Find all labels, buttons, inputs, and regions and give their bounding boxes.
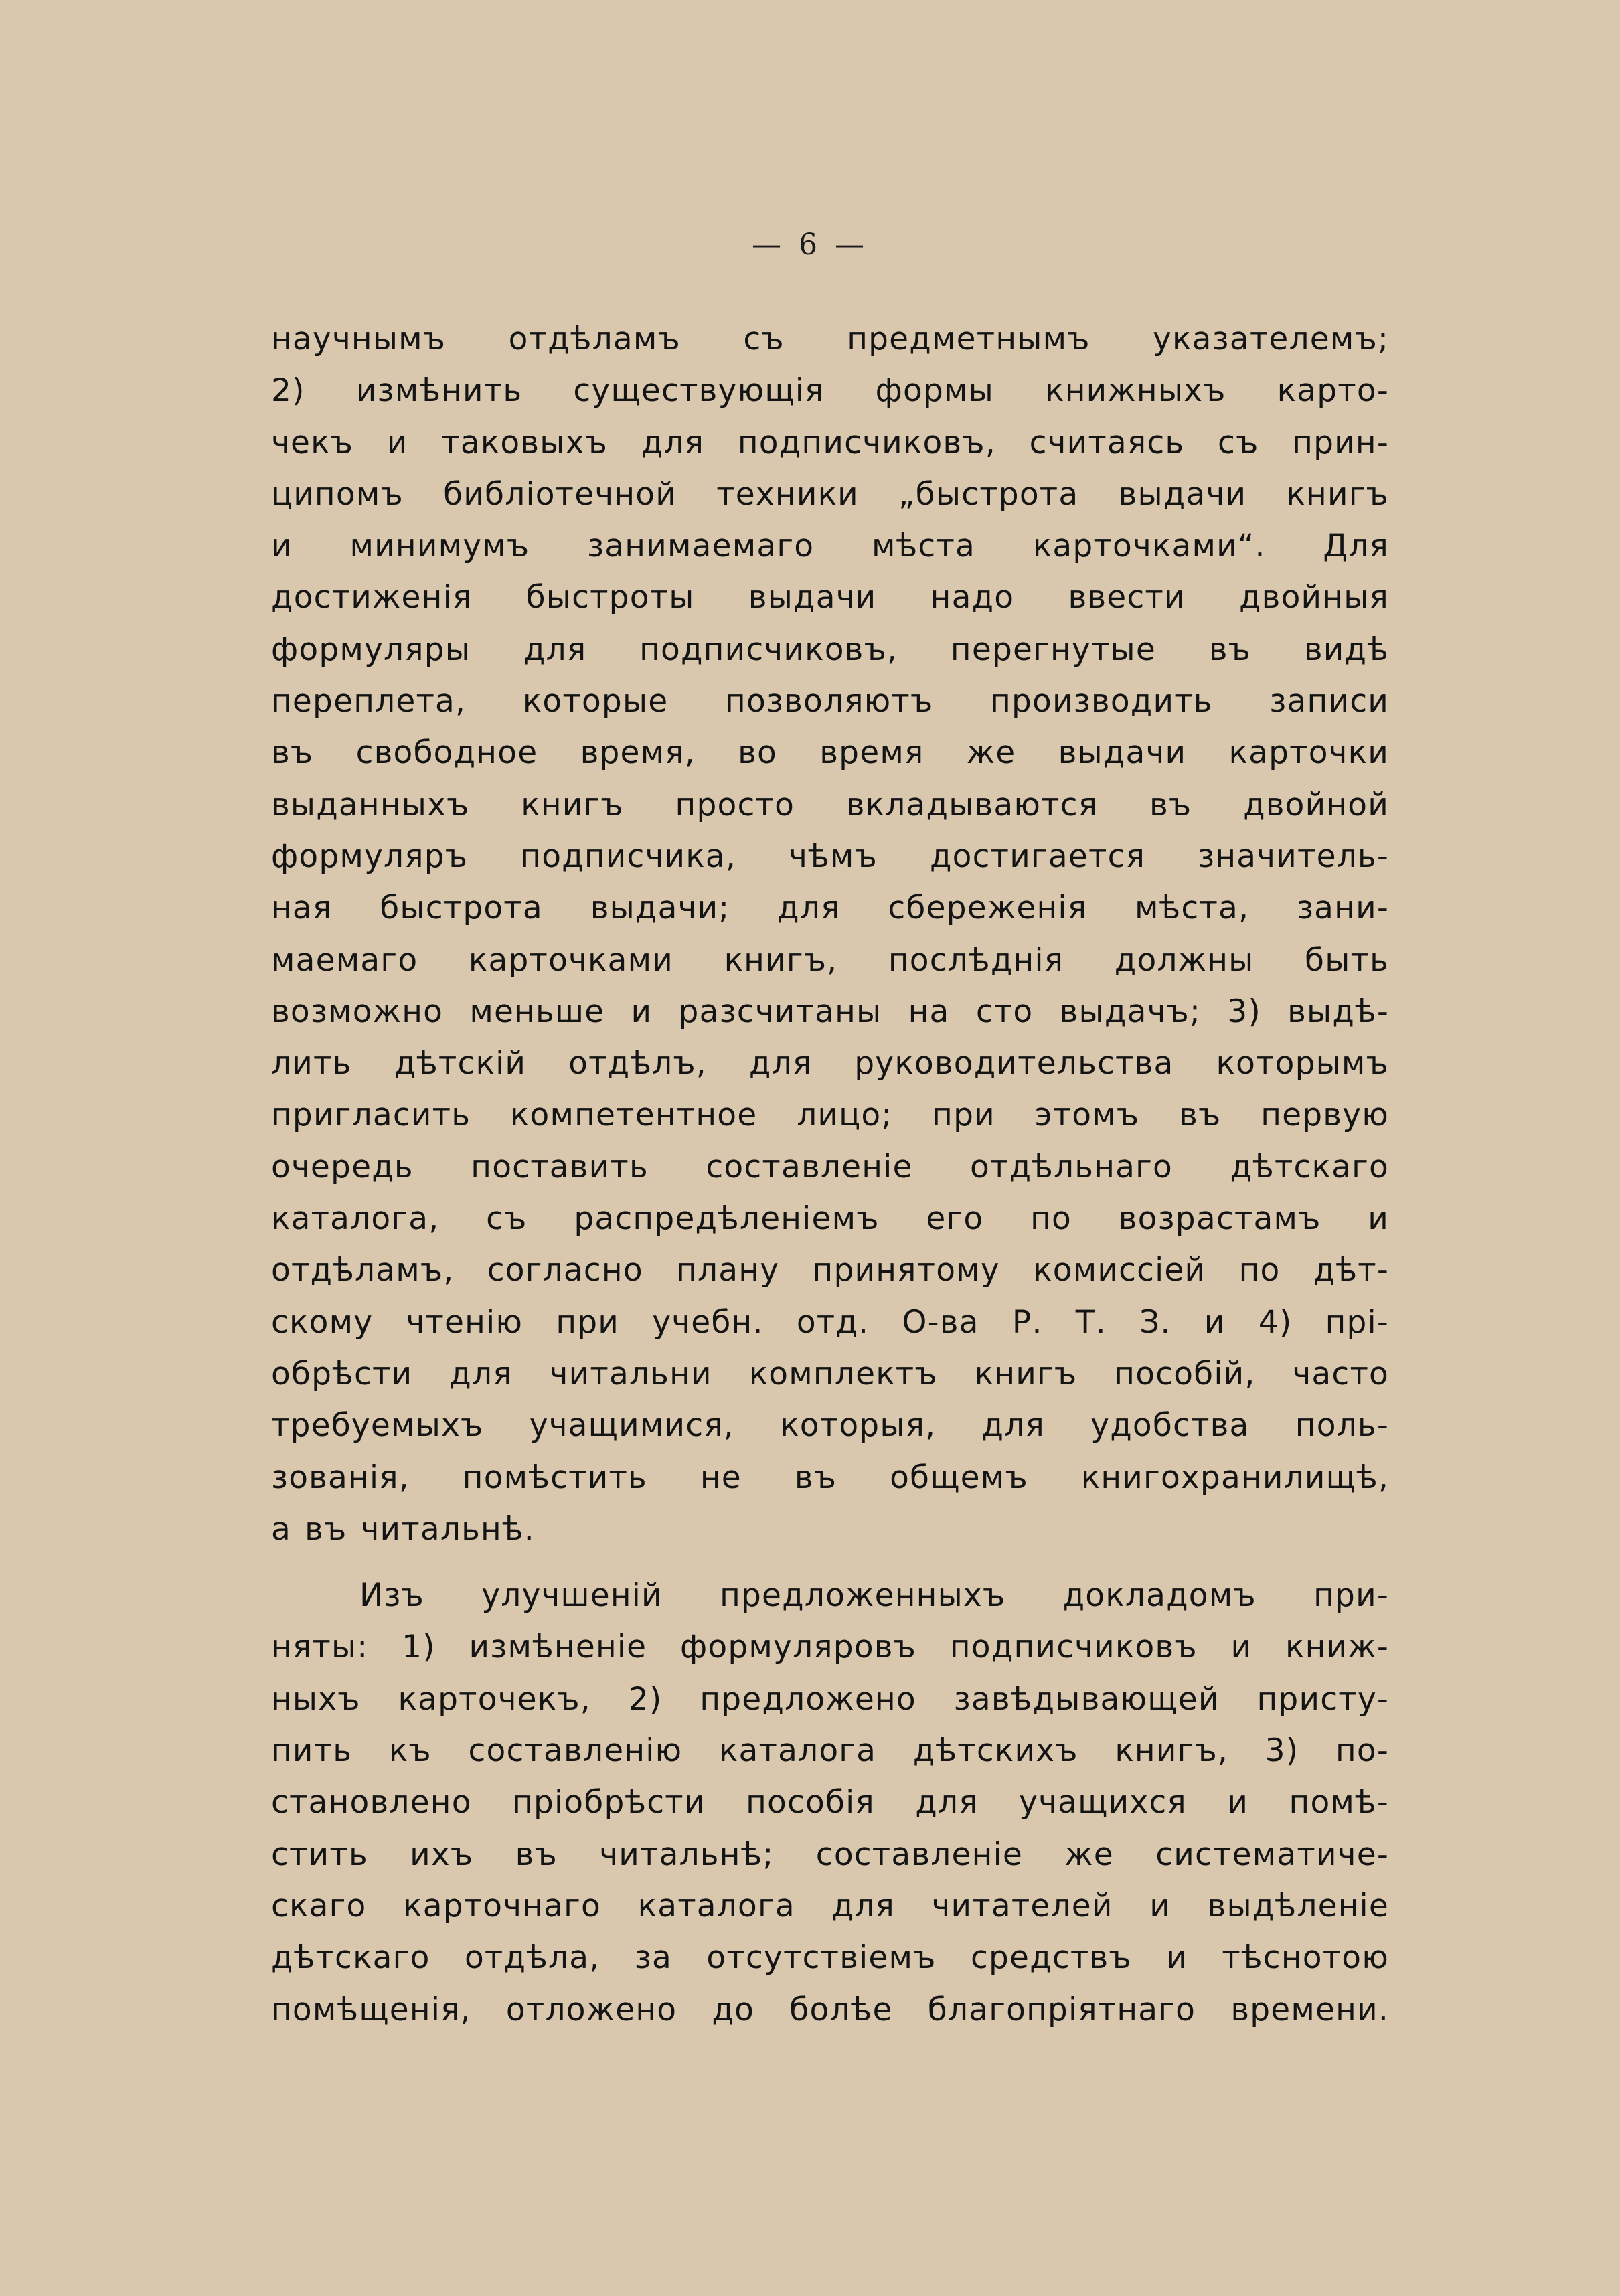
text-line: пригласить компетентное лицо; при этомъ въ первую [271, 1096, 1389, 1134]
text-line: а въ читальнѣ. [271, 1510, 535, 1548]
text-line: зованія, помѣстить не въ общемъ книгохранилищѣ, [271, 1459, 1389, 1496]
text-line: скаго карточнаго каталога для читателей и выдѣленіе [271, 1887, 1389, 1924]
text-line: няты: 1) измѣненіе формуляровъ подписчиковъ и книж- [271, 1629, 1389, 1666]
text-line: маемаго карточками книгъ, послѣднія должны быть [271, 941, 1389, 979]
text-line: каталога, съ распредѣленіемъ его по возрастамъ и [271, 1200, 1389, 1238]
text-line: и минимумъ занимаемаго мѣста карточками“. Для [271, 527, 1389, 565]
text-line: ная быстрота выдачи; для сбереженія мѣста, зани- [271, 890, 1389, 927]
text-line: переплета, которые позволяютъ производить записи [271, 683, 1389, 720]
text-line: скому чтенію при учебн. отд. О-ва Р. Т. З. и 4) прі- [271, 1303, 1389, 1341]
text-line: становлено пріобрѣсти пособія для учащихся и помѣ- [271, 1784, 1389, 1821]
paragraph-2 [271, 1570, 1389, 2036]
text-line: требуемыхъ учащимися, которыя, для удобства поль- [271, 1407, 1389, 1445]
page-number: — 6 — [752, 228, 868, 262]
text-line: Изъ улучшеній предложенныхъ докладомъ при- [359, 1577, 1389, 1615]
text-line: 2) измѣнить существующія формы книжныхъ карто- [271, 372, 1389, 410]
text-line: обрѣсти для читальни комплектъ книгъ пособій, часто [271, 1355, 1389, 1392]
text-line: дѣтскаго отдѣла, за отсутствіемъ средствъ и тѣснотою [271, 1939, 1389, 1977]
text-line: формуляры для подписчиковъ, перегнутые въ видѣ [271, 631, 1389, 668]
text-line: формуляръ подписчика, чѣмъ достигается значитель- [271, 837, 1389, 875]
text-line: стить ихъ въ читальнѣ; составленіе же систематиче- [271, 1835, 1389, 1873]
text-line: научнымъ отдѣламъ съ предметнымъ указателемъ; [271, 321, 1389, 357]
text-line: пить къ составленію каталога дѣтскихъ книгъ, 3) по- [271, 1732, 1389, 1770]
text-line: достиженія быстроты выдачи надо ввести двойныя [271, 579, 1389, 617]
text-line: возможно меньше и разсчитаны на сто выдачъ; 3) выдѣ- [271, 993, 1389, 1030]
text-line: помѣщенія, отложено до болѣе благопріятнаго времени. [271, 1991, 1389, 2028]
text-line: ныхъ карточекъ, 2) предложено завѣдывающей присту- [271, 1680, 1389, 1718]
text-line: отдѣламъ, согласно плану принятому комиссіей по дѣт- [271, 1252, 1389, 1289]
text-line: ципомъ библіотечной техники „быстрота выдачи книгъ [271, 475, 1389, 513]
text-line: лить дѣтскій отдѣлъ, для руководительства которымъ [271, 1045, 1389, 1082]
text-line: выданныхъ книгъ просто вкладываются въ двойной [271, 786, 1389, 823]
text-line: очередь поставить составленіе отдѣльнаго дѣтскаго [271, 1148, 1389, 1185]
paragraph-1 [271, 313, 1389, 1555]
body-text [271, 313, 1389, 2050]
text-line: въ свободное время, во время же выдачи карточки [271, 734, 1389, 772]
text-line: чекъ и таковыхъ для подписчиковъ, считаясь съ прин- [271, 424, 1389, 461]
